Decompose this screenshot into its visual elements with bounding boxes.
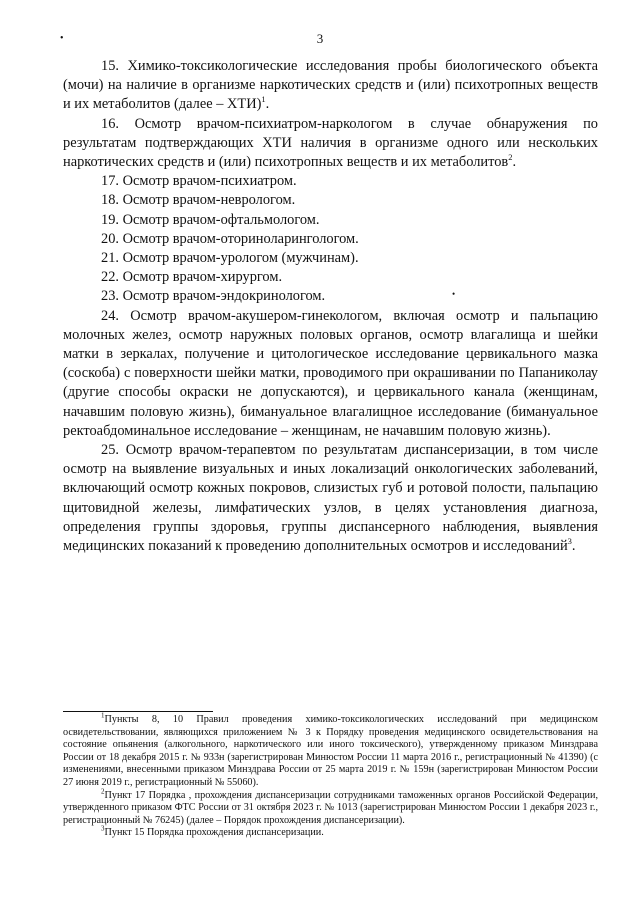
paragraph-17: 17. Осмотр врачом-психиатром. <box>101 173 297 190</box>
footnote-ref-1: 1 <box>261 94 266 105</box>
page-number: 3 <box>316 31 324 46</box>
margin-dot-mark: • <box>60 33 64 44</box>
footnote-2: $^2$Пункт 17 Порядка , прохождения диспансеризации сотрудниками таможенных органов Российской Федерации, утвержденного приказом ФТС России от 31 октября 2023 г. № 1013 (зарегистрирован Минюстом России 1 декабря 2023 г., регистрационный № 76245) (далее – Порядок прохождения диспансеризации). <box>63 787 598 826</box>
paragraph-18: 18. Осмотр врачом-неврологом. <box>101 192 296 209</box>
paragraph-23: 23. Осмотр врачом-эндокринологом. <box>101 288 326 305</box>
paragraph-24: 24. Осмотр врачом-акушером-гинекологом, включая осмотр и пальпацию молочных желез, осмотр наружных половых органов, осмотр влагалища и шейки матки в зеркалах, получение и цитологическое исследование цервикального мазка (соскоба) с поверхности шейки матки, проводимого при окрашивании по Папаниколау (другие способы окраски не допускаются), и цервикального канала (женщинам, начавшим половую жизнь), бимануальное влагалищное исследование (бимануальное ректоабдоминальное исследование – женщинам, не начавшим половую жизнь). <box>63 307 598 439</box>
paragraph-19: 19. Осмотр врачом-офтальмологом. <box>101 211 320 228</box>
paragraph-25: 25. Осмотр врачом-терапевтом по результатам диспансеризации, в том числе осмотр на выявление визуальных и иных локализаций онкологических заболеваний, включающий осмотр кожных покровов, слизистых губ и ротовой полости, пальпацию щитовидной железы, лимфатических узлов, в целях установления диагноза, определения группы здоровья, группы диспансерного наблюдения, выявления медицинских показаний к проведению дополнительных осмотров и исследований$^3$. <box>63 442 598 555</box>
footnote-ref-2: 2 <box>508 152 513 163</box>
paragraph-21: 21. Осмотр врачом-урологом (мужчинам). <box>101 250 359 267</box>
footnote-ref-3: 3 <box>567 536 572 547</box>
footnotes <box>63 711 598 840</box>
paragraph-16: 16. Осмотр врачом-психиатром-наркологом в случае обнаружения по результатам подтверждающих ХТИ наличия в организме одного или нескольких наркотических средств и (или) психотропных веществ и их метаболитов$^2$. <box>63 115 598 171</box>
paragraph-15: 15. Химико-токсикологические исследования пробы биологического объекта (мочи) на наличие в организме наркотических средств и (или) психотропных веществ и их метаболитов (далее – ХТИ)$^1$. <box>63 58 598 113</box>
footnote-3: $^3$Пункт 15 Порядка прохождения диспансеризации. <box>101 824 324 839</box>
footnote-divider <box>63 711 213 712</box>
body-text <box>63 57 598 556</box>
footnote-1: $^1$Пункты 8, 10 Правил проведения химико-токсикологических исследований при медицинском освидетельствовании, являющихся приложением № 3 к Порядку проведения медицинского освидетельствования на состояние опьянения (алкогольного, наркотического или иного токсического), утвержденному приказом Минздрава России от 18 декабря 2015 г. № 933н (зарегистрирован Минюстом России 11 марта 2016 г., регистрационный № 41390) (с изменениями, внесенными приказом Минздрава России от 25 марта 2019 г. № 159н (зарегистрирован Минюстом России 27 июня 2019 г., регистрационный № 55060). <box>63 711 598 788</box>
stray-dot-mark: • <box>452 289 456 299</box>
paragraph-22: 22. Осмотр врачом-хирургом. <box>101 269 283 286</box>
paragraph-20: 20. Осмотр врачом-оториноларингологом. <box>101 230 359 247</box>
